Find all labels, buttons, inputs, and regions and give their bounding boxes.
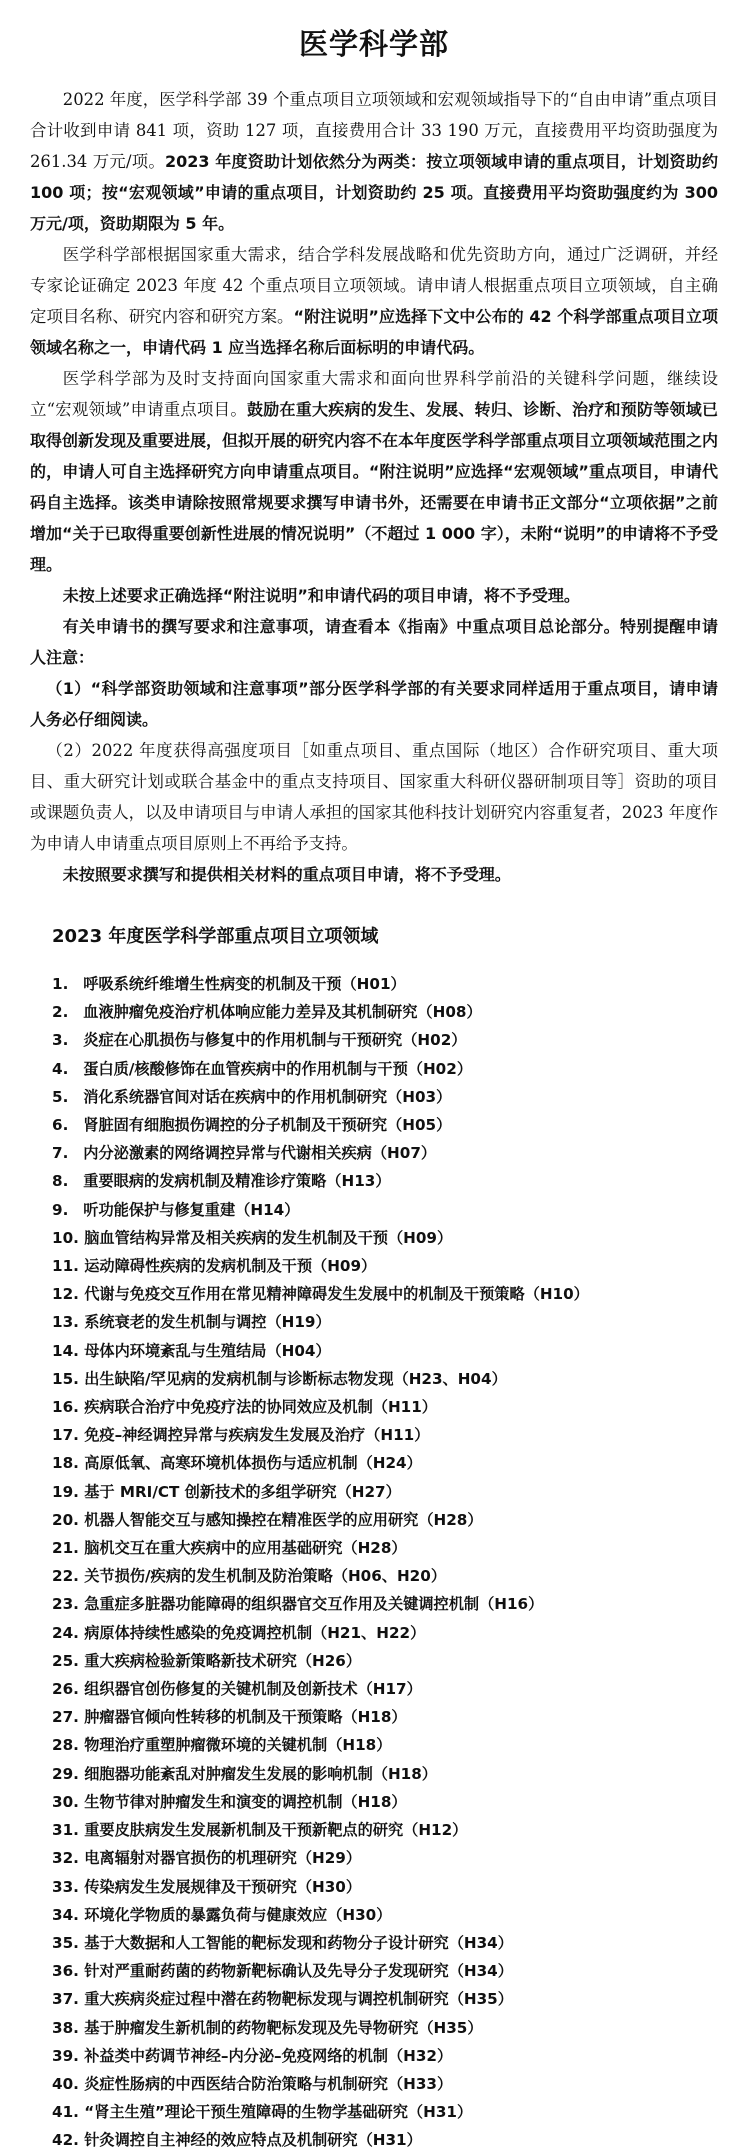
topic-text: 生物节律对肿瘤发生和演变的调控机制（H18） <box>84 1792 407 1811</box>
topic-number: 14. <box>52 1341 79 1360</box>
topic-text: 肾脏固有细胞损伤调控的分子机制及干预研究（H05） <box>83 1116 452 1135</box>
topic-number: 40. <box>52 2074 79 2093</box>
topic-item <box>52 1083 718 1111</box>
topic-number: 33. <box>52 1877 79 1896</box>
topic-number: 37. <box>52 1990 79 2009</box>
topic-number: 24. <box>52 1623 79 1642</box>
topic-text: 呼吸系统纤维增生性病变的机制及干预（H01） <box>83 975 406 993</box>
topic-text: 出生缺陷/罕见病的发病机制与诊断标志物发现（H23、H04） <box>84 1369 507 1388</box>
topic-item <box>52 1844 718 1872</box>
topic-number: 28. <box>52 1736 79 1755</box>
topic-number: 36. <box>52 1962 79 1981</box>
topic-number: 41. <box>52 2103 79 2122</box>
topic-item <box>52 1985 718 2013</box>
topic-number: 35. <box>52 1933 79 1952</box>
topic-text: 环境化学物质的暴露负荷与健康效应（H30） <box>84 1905 392 1924</box>
topic-text: 机器人智能交互与感知操控在精准医学的应用研究（H28） <box>84 1510 483 1529</box>
topic-number: 23. <box>52 1595 79 1614</box>
topic-text: 脑血管结构异常及相关疾病的发生机制及干预（H09） <box>84 1228 453 1247</box>
topic-number: 18. <box>52 1454 79 1473</box>
paragraph-funding-summary <box>30 84 718 239</box>
topic-text: 急重症多脏器功能障碍的组织器官交互作用及关键调控机制（H16） <box>84 1595 544 1614</box>
topic-item <box>52 1731 718 1759</box>
topic-number: 10. <box>52 1228 79 1247</box>
topic-item <box>52 1167 718 1195</box>
paragraph-material-warning <box>30 859 718 890</box>
topic-item <box>52 1562 718 1590</box>
topic-number: 16. <box>52 1398 79 1417</box>
topic-number: 29. <box>52 1764 79 1783</box>
funding-2022-text: 2022 年度，医学科学部 39 个重点项目立项领域和宏观领域指导下的“自由申请”重点项目合计收到申请 841 项，资助 127 项，直接费用合计 33 190 万元，直接费用平均资助强度为 261.34 万元/项。 <box>30 90 718 171</box>
topic-item <box>52 1590 718 1618</box>
note-2: （2）2022 年度获得高强度项目［如重点项目、重点国际（地区）合作研究项目、重大项目、重大研究计划或联合基金中的重点支持项目、国家重大科研仪器研制项目等］资助的项目或课题负责人，以及申请项目与申请人承担的国家其他科技计划研究内容重复者，2023 年度作为申请人申请重点项目原则上不再给予支持。 <box>30 741 718 853</box>
topic-text: 基于肿瘤发生新机制的药物靶标发现及先导物研究（H35） <box>84 2018 483 2037</box>
topic-item <box>52 1929 718 1957</box>
topic-item <box>52 1873 718 1901</box>
topic-number: 5. <box>52 1087 69 1106</box>
topic-text: 基于 MRI/CT 创新技术的多组学研究（H27） <box>84 1482 401 1501</box>
funding-2023-plan-text: 2023 年度资助计划依然分为两类：按立项领域申请的重点项目，计划资助约 100 项；按“宏观领域”申请的重点项目，计划资助约 25 项。直接费用平均资助强度约为 300 万元/项，资助期限为 5 年。 <box>30 152 718 233</box>
topic-text: 消化系统器官间对话在疾病中的作用机制研究（H03） <box>83 1087 452 1106</box>
topic-text: 重大疾病炎症过程中潜在药物靶标发现与调控机制研究（H35） <box>84 1990 513 2009</box>
topic-text: 母体内环境紊乱与生殖结局（H04） <box>84 1341 331 1360</box>
topic-item <box>52 1619 718 1647</box>
topic-number: 32. <box>52 1849 79 1868</box>
topic-text: 物理治疗重塑肿瘤微环境的关键机制（H18） <box>84 1736 392 1755</box>
topic-item <box>52 1760 718 1788</box>
topic-item <box>52 1816 718 1844</box>
topic-number: 38. <box>52 2018 79 2037</box>
topic-number: 27. <box>52 1708 79 1727</box>
topic-item <box>52 1788 718 1816</box>
topic-text: 基于大数据和人工智能的靶标发现和药物分子设计研究（H34） <box>84 1933 513 1952</box>
topic-text: 电离辐射对器官损伤的机理研究（H29） <box>84 1849 362 1868</box>
topic-text: 针灸调控自主神经的效应特点及机制研究（H31） <box>84 2131 422 2150</box>
topic-text: 代谢与免疫交互作用在常见精神障碍发生发展中的机制及干预策略（H10） <box>84 1285 589 1304</box>
topic-item <box>52 1111 718 1139</box>
paragraph-writing-requirements <box>30 611 718 673</box>
topic-text: 细胞器功能紊乱对肿瘤发生发展的影响机制（H18） <box>84 1764 437 1783</box>
topic-text: 疾病联合治疗中免疫疗法的协同效应及机制（H11） <box>84 1398 437 1417</box>
topic-item <box>52 998 718 1026</box>
rejection-warning-text: 未按上述要求正确选择“附注说明”和申请代码的项目申请，将不予受理。 <box>62 586 580 605</box>
topic-item <box>52 1280 718 1308</box>
topic-selection-text: 医学科学部根据国家重大需求，结合学科发展战略和优先资助方向，通过广泛调研，并经专家论证确定 2023 年度 42 个重点项目立项领域。请申请人根据重点项目立项领域，自主确定项目名称、研究内容和研究方案。 <box>30 245 718 326</box>
material-warning-text: 未按照要求撰写和提供相关材料的重点项目申请，将不予受理。 <box>62 865 511 884</box>
topic-list <box>30 970 718 2155</box>
topic-text: 病原体持续性感染的免疫调控机制（H21、H22） <box>84 1623 426 1642</box>
topic-number: 22. <box>52 1567 79 1586</box>
topic-number: 11. <box>52 1257 79 1276</box>
topic-number: 6. <box>52 1116 69 1135</box>
topic-number: 8. <box>52 1172 69 1191</box>
topic-item <box>52 2070 718 2098</box>
topic-number: 25. <box>52 1651 79 1670</box>
topic-item <box>52 1139 718 1167</box>
note-1 <box>30 673 718 735</box>
topic-item <box>52 1224 718 1252</box>
topic-number: 15. <box>52 1369 79 1388</box>
topic-number: 31. <box>52 1821 79 1840</box>
topic-selection-note-text: “附注说明”应选择下文中公布的 42 个科学部重点项目立项领域名称之一，申请代码 1 应当选择名称后面标明的申请代码。 <box>30 307 718 357</box>
topic-number: 7. <box>52 1144 69 1163</box>
topic-item <box>52 1055 718 1083</box>
topic-number: 13. <box>52 1313 79 1332</box>
topic-item <box>52 1252 718 1280</box>
topic-number: 2. <box>52 1003 69 1022</box>
topic-item <box>52 1957 718 1985</box>
topic-item <box>52 2098 718 2126</box>
topic-item <box>52 1026 718 1054</box>
topic-text: 系统衰老的发生机制与调控（H19） <box>84 1313 331 1332</box>
topic-item <box>52 1365 718 1393</box>
topic-number: 3. <box>52 1031 69 1050</box>
topic-number: 39. <box>52 2046 79 2065</box>
topic-text: 补益类中药调节神经–内分泌–免疫网络的机制（H32） <box>84 2046 453 2065</box>
topic-item <box>52 1478 718 1506</box>
topic-item <box>52 1196 718 1224</box>
topic-item <box>52 1534 718 1562</box>
topic-number: 34. <box>52 1905 79 1924</box>
topic-number: 9. <box>52 1200 69 1219</box>
topic-item <box>52 1421 718 1449</box>
topic-number: 21. <box>52 1539 79 1558</box>
topic-number: 20. <box>52 1510 79 1529</box>
topic-item <box>52 1449 718 1477</box>
topic-text: 蛋白质/核酸修饰在血管疾病中的作用机制与干预（H02） <box>83 1059 473 1078</box>
topic-item <box>52 1506 718 1534</box>
topic-text: 炎症性肠病的中西医结合防治策略与机制研究（H33） <box>84 2074 453 2093</box>
topic-item <box>52 2126 718 2154</box>
topic-text: 关节损伤/疾病的发生机制及防治策略（H06、H20） <box>84 1567 447 1586</box>
topic-text: 内分泌激素的网络调控异常与代谢相关疾病（H07） <box>83 1144 437 1163</box>
topic-text: “肾主生殖”理论干预生殖障碍的生物学基础研究（H31） <box>84 2103 473 2122</box>
topic-number: 12. <box>52 1285 79 1304</box>
topic-number: 19. <box>52 1482 79 1501</box>
topic-text: 血液肿瘤免疫治疗机体响应能力差异及其机制研究（H08） <box>83 1003 482 1022</box>
topic-item <box>52 1675 718 1703</box>
topic-text: 组织器官创伤修复的关键机制及创新技术（H17） <box>84 1680 422 1699</box>
topic-item <box>52 1308 718 1336</box>
paragraph-topic-selection <box>30 239 718 363</box>
topic-text: 高原低氧、高寒环境机体损伤与适应机制（H24） <box>84 1454 422 1473</box>
topic-item <box>52 2042 718 2070</box>
topic-text: 针对严重耐药菌的药物新靶标确认及先导分子发现研究（H34） <box>84 1962 513 1981</box>
section-title: 2023 年度医学科学部重点项目立项领域 <box>52 926 379 947</box>
topic-number: 1. <box>52 975 69 993</box>
topic-text: 炎症在心肌损伤与修复中的作用机制与干预研究（H02） <box>83 1031 467 1050</box>
topic-text: 听功能保护与修复重建（H14） <box>83 1200 300 1219</box>
topic-item <box>52 1337 718 1365</box>
macro-field-requirement-text: 鼓励在重大疾病的发生、发展、转归、诊断、治疗和预防等领域已取得创新发现及重要进展，但拟开展的研究内容不在本年度医学科学部重点项目立项领域范围之内的，申请人可自主选择研究方向申请重点项目。“附注说明”应选择“宏观领域”重点项目，申请代码自主选择。该类申请除按照常规要求撰写申请书外，还需要在申请书正文部分“立项依据”之前增加“关于已取得重要创新性进展的情况说明”（不超过 1 000 字），未附“说明”的申请将不予受理。 <box>30 400 719 574</box>
topic-item <box>52 970 718 998</box>
note-1-text: （1）“科学部资助领域和注意事项”部分医学科学部的有关要求同样适用于重点项目，请申请人务必仔细阅读。 <box>30 679 718 729</box>
topic-text: 脑机交互在重大疾病中的应用基础研究（H28） <box>84 1539 407 1558</box>
topic-text: 肿瘤器官倾向性转移的机制及干预策略（H18） <box>84 1708 407 1727</box>
topic-item <box>52 1901 718 1929</box>
topic-number: 4. <box>52 1059 69 1078</box>
topic-item <box>52 2014 718 2042</box>
page-title: 医学科学部 <box>298 27 449 61</box>
topic-text: 运动障碍性疾病的发病机制及干预（H09） <box>84 1257 377 1276</box>
topic-text: 重要眼病的发病机制及精准诊疗策略（H13） <box>83 1172 391 1191</box>
topic-number: 42. <box>52 2131 79 2150</box>
topic-number: 26. <box>52 1680 79 1699</box>
topic-text: 重要皮肤病发生发展新机制及干预新靶点的研究（H12） <box>84 1821 468 1840</box>
paragraph-macro-field <box>30 363 718 580</box>
writing-requirements-text: 有关申请书的撰写要求和注意事项，请查看本《指南》中重点项目总论部分。特别提醒申请人注意： <box>30 617 718 667</box>
topic-item <box>52 1703 718 1731</box>
topic-item <box>52 1393 718 1421</box>
topic-item <box>52 1647 718 1675</box>
macro-field-intro-text: 医学科学部为及时支持面向国家重大需求和面向世界科学前沿的关键科学问题，继续设立“宏观领域”申请重点项目。 <box>30 369 718 419</box>
topic-number: 17. <box>52 1426 79 1445</box>
topic-text: 免疫–神经调控异常与疾病发生发展及治疗（H11） <box>84 1426 430 1445</box>
topic-text: 传染病发生发展规律及干预研究（H30） <box>84 1877 362 1896</box>
topic-number: 30. <box>52 1792 79 1811</box>
paragraph-rejection-warning <box>30 580 718 611</box>
topic-text: 重大疾病检验新策略新技术研究（H26） <box>84 1651 362 1670</box>
